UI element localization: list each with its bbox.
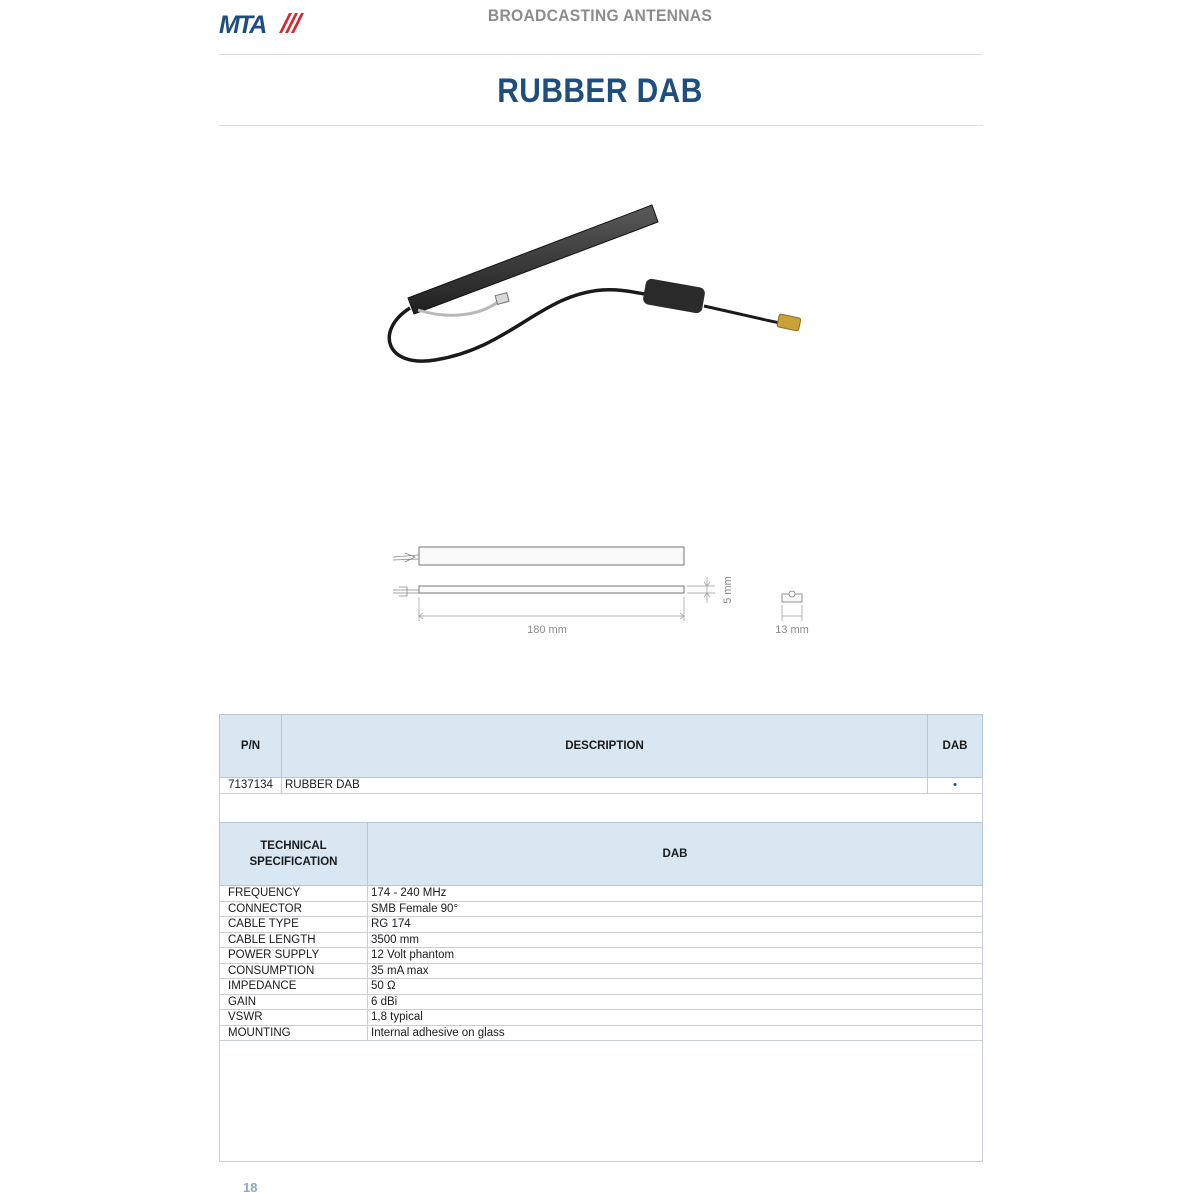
- spec-label: VSWR: [220, 1010, 368, 1026]
- pn-cell: 7137134: [220, 778, 282, 794]
- spec-table-header: [220, 823, 983, 886]
- table-row: [220, 932, 983, 948]
- spec-label: MOUNTING: [220, 1025, 368, 1041]
- spec-header-line2: SPECIFICATION: [249, 856, 338, 868]
- table-row: [220, 901, 983, 917]
- spec-value: SMB Female 90°: [368, 901, 983, 917]
- spec-value: 6 dBi: [368, 994, 983, 1010]
- spec-value: 12 Volt phantom: [368, 948, 983, 964]
- table-row: [220, 917, 983, 933]
- table-row: [220, 963, 983, 979]
- table-row: [220, 994, 983, 1010]
- dab-header: DAB: [928, 715, 983, 778]
- pn-header: P/N: [220, 715, 282, 778]
- spec-label: FREQUENCY: [220, 886, 368, 902]
- spec-table: [219, 822, 983, 1041]
- spec-value: 1,8 typical: [368, 1010, 983, 1026]
- spec-label: CABLE TYPE: [220, 917, 368, 933]
- length-label: 180 mm: [527, 624, 567, 636]
- product-photo: [370, 190, 850, 370]
- table-row: [220, 778, 983, 794]
- thickness-label: 5 mm: [722, 576, 734, 604]
- description-header: DESCRIPTION: [282, 715, 928, 778]
- spec-value: 50 Ω: [368, 979, 983, 995]
- spec-header: [220, 823, 368, 886]
- technical-drawing: [385, 535, 825, 645]
- page-title: RUBBER DAB: [497, 72, 703, 110]
- width-label: 13 mm: [775, 624, 809, 636]
- spec-dab-header: DAB: [368, 823, 983, 886]
- description-cell: RUBBER DAB: [282, 778, 928, 794]
- spec-header-line1: TECHNICAL: [260, 840, 327, 852]
- product-table-header: [220, 715, 983, 778]
- table-row: [220, 948, 983, 964]
- spec-value: Internal adhesive on glass: [368, 1025, 983, 1041]
- spec-label: IMPEDANCE: [220, 979, 368, 995]
- spec-value: 174 - 240 MHz: [368, 886, 983, 902]
- header-divider: [219, 54, 983, 55]
- dab-availability-dot: •: [928, 778, 983, 794]
- logo-text: MTA: [219, 11, 266, 37]
- spec-label: CONSUMPTION: [220, 963, 368, 979]
- spec-label: GAIN: [220, 994, 368, 1010]
- spec-label: POWER SUPPLY: [220, 948, 368, 964]
- title-divider: [219, 125, 983, 126]
- spec-label: CABLE LENGTH: [220, 932, 368, 948]
- product-table: [219, 714, 983, 794]
- table-row: [220, 886, 983, 902]
- table-row: [220, 1010, 983, 1026]
- table-row: [220, 979, 983, 995]
- spec-label: CONNECTOR: [220, 901, 368, 917]
- spec-value: RG 174: [368, 917, 983, 933]
- spec-value: 3500 mm: [368, 932, 983, 948]
- page-number: 18: [243, 1180, 258, 1195]
- table-row: [220, 1025, 983, 1041]
- spec-value: 35 mA max: [368, 963, 983, 979]
- section-title: BROADCASTING ANTENNAS: [487, 6, 713, 25]
